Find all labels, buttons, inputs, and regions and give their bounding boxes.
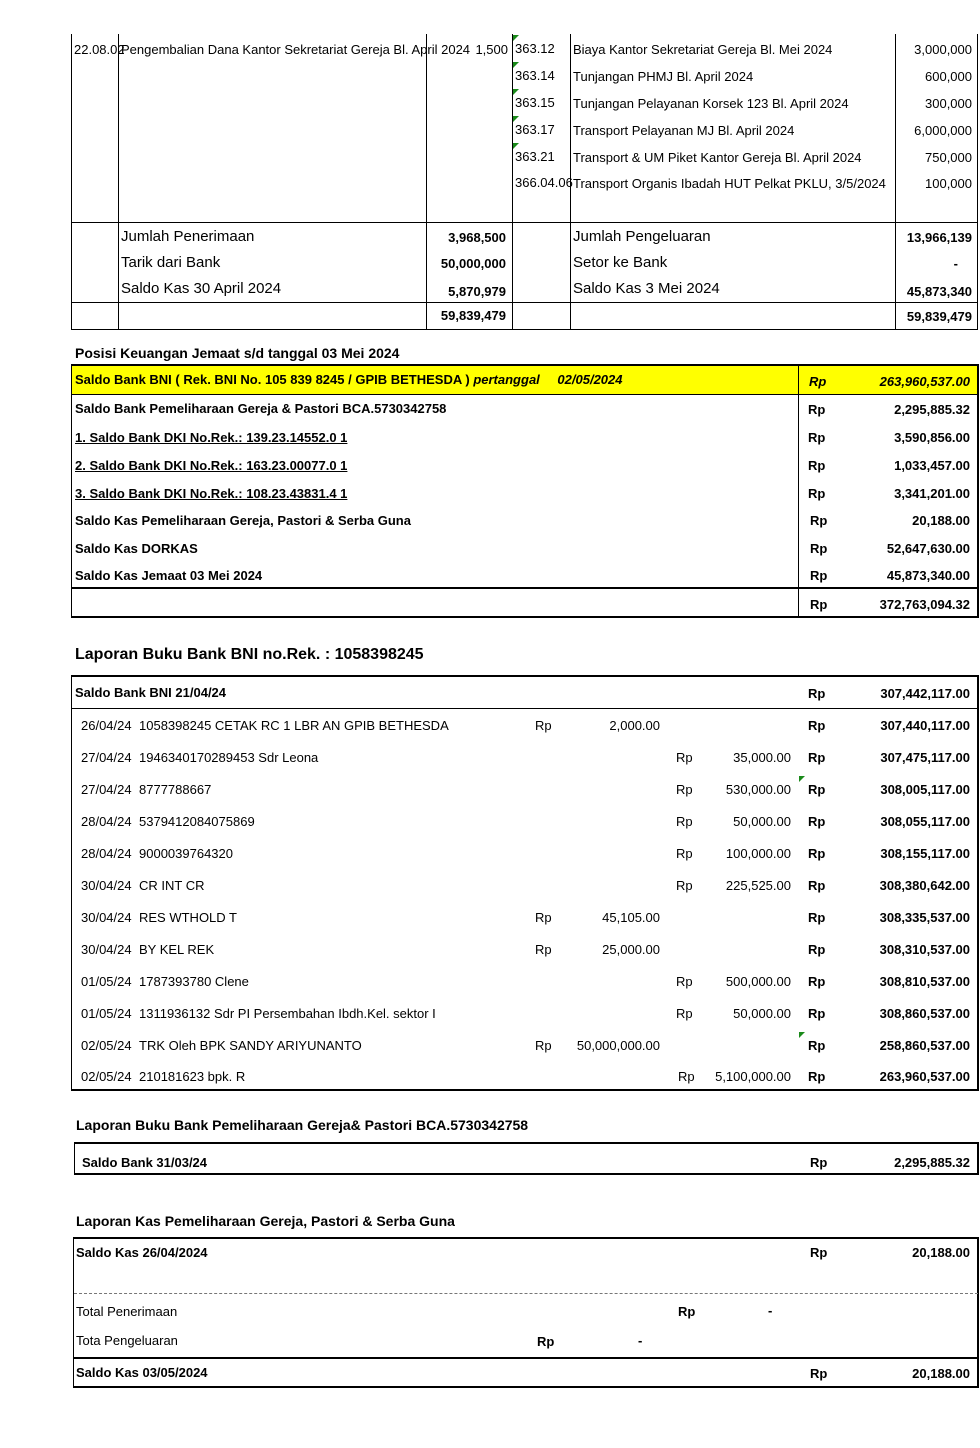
ledger-date: 30/04/24 (81, 942, 132, 957)
posisi-item-amount: 45,873,340.00 (886, 568, 970, 583)
expense-code: 363.12 (515, 41, 555, 56)
currency-label: Rp (808, 782, 826, 797)
expense-code: 363.21 (515, 149, 555, 164)
ledger-date: 26/04/24 (81, 718, 132, 733)
ledger-balance: 308,860,537.00 (879, 1006, 970, 1021)
total-in-value: 59,839,479 (440, 308, 506, 323)
currency-label: Rp (808, 1006, 826, 1021)
cell-comment-marker (799, 776, 805, 782)
posisi-item-label: 3. Saldo Bank DKI No.Rek.: 108.23.43831.4 1 (75, 486, 348, 501)
ledger-balance: 308,310,537.00 (879, 942, 970, 957)
kas-closing-label: Saldo Kas 03/05/2024 (76, 1365, 208, 1380)
posisi-item-label: Saldo Kas Jemaat 03 Mei 2024 (75, 568, 263, 583)
tarik-bank-value: 50,000,000 (440, 256, 506, 271)
currency-label: Rp (808, 910, 826, 925)
kas-title: Laporan Kas Pemeliharaan Gereja, Pastori & Serba Guna (76, 1213, 455, 1229)
expense-description: Tunjangan PHMJ Bl. April 2024 (573, 69, 754, 84)
currency-label: Rp (808, 1069, 826, 1084)
ledger-balance: 258,860,537.00 (879, 1038, 970, 1053)
currency-label: Rp (808, 878, 826, 893)
kas-pengeluaran-label: Tota Pengeluaran (76, 1333, 178, 1348)
expense-code: 363.17 (515, 122, 555, 137)
currency-label: Rp (808, 402, 826, 417)
kas-penerimaan-label: Total Penerimaan (76, 1304, 178, 1319)
ledger-description: 210181623 bpk. R (139, 1069, 246, 1084)
posisi-item-amount: 2,295,885.32 (894, 402, 970, 417)
currency-label: Rp (810, 597, 828, 612)
expense-description: Transport & UM Piket Kantor Gereja Bl. April 2024 (573, 150, 862, 165)
credit-currency: Rp (676, 750, 693, 765)
expense-amount: 750,000 (925, 150, 972, 165)
currency-label: Rp (808, 458, 826, 473)
currency-label: Rp (537, 1334, 555, 1349)
bca-amount: 2,295,885.32 (894, 1155, 970, 1170)
income-code: 22.08.02 (74, 42, 125, 57)
ledger-credit: 530,000.00 (725, 782, 791, 797)
ledger-balance: 308,055,117.00 (880, 814, 970, 829)
ledger-date: 28/04/24 (81, 846, 132, 861)
posisi-title: Posisi Keuangan Jemaat s/d tanggal 03 Mei 2024 (75, 345, 400, 361)
jumlah-pengeluaran-label: Jumlah Pengeluaran (573, 228, 711, 245)
credit-currency: Rp (676, 814, 693, 829)
expense-description: Biaya Kantor Sekretariat Gereja Bl. Mei 2024 (573, 42, 833, 57)
ledger-credit: 50,000.00 (733, 814, 791, 829)
bni-saldo-label: Saldo Bank BNI ( Rek. BNI No. 105 839 8245 / GPIB BETHESDA ) pertanggal 02/05/2024 (75, 372, 623, 387)
ledger-description: 9000039764320 (139, 846, 233, 861)
currency-label: Rp (809, 374, 827, 389)
credit-currency: Rp (676, 878, 693, 893)
jumlah-penerimaan-value: 3,968,500 (448, 230, 506, 245)
cell-comment-marker (799, 1032, 805, 1038)
credit-currency: Rp (676, 782, 693, 797)
posisi-item-label: Saldo Kas Pemeliharaan Gereja, Pastori & Serba Guna (75, 513, 411, 528)
posisi-item-label: Saldo Bank Pemeliharaan Gereja & Pastori BCA.5730342758 (75, 401, 447, 416)
ledger-date: 28/04/24 (81, 814, 132, 829)
expense-amount: 300,000 (925, 96, 972, 111)
debit-currency: Rp (535, 910, 552, 925)
saldo-awal-label: Saldo Kas 30 April 2024 (121, 280, 282, 297)
expense-amount: 600,000 (925, 69, 972, 84)
ledger-description: RES WTHOLD T (139, 910, 237, 925)
posisi-item-label: Saldo Kas DORKAS (75, 541, 198, 556)
ledger-debit: 2,000.00 (609, 718, 660, 733)
expense-amount: 6,000,000 (914, 123, 972, 138)
ledger-date: 01/05/24 (81, 1006, 132, 1021)
currency-label: Rp (808, 686, 826, 701)
currency-label: Rp (808, 1038, 826, 1053)
ledger-credit: 225,525.00 (725, 878, 791, 893)
debit-currency: Rp (535, 718, 552, 733)
currency-label: Rp (810, 513, 828, 528)
saldo-akhir-label: Saldo Kas 3 Mei 2024 (573, 280, 720, 297)
posisi-item-label: 2. Saldo Bank DKI No.Rek.: 163.23.00077.0 1 (75, 458, 348, 473)
ledger-date: 27/04/24 (81, 782, 132, 797)
income-amount: 1,500 (475, 42, 508, 57)
currency-label: Rp (808, 718, 826, 733)
kas-pengeluaran-amount: - (638, 1333, 643, 1348)
bni-opening-balance: 307,442,117.00 (880, 686, 970, 701)
expense-description: Transport Organis Ibadah HUT Pelkat PKLU, 3/5/2024 (573, 176, 886, 191)
ledger-date: 02/05/24 (81, 1069, 132, 1084)
currency-label: Rp (810, 568, 828, 583)
bni-opening-label: Saldo Bank BNI 21/04/24 (75, 685, 227, 700)
credit-currency: Rp (676, 846, 693, 861)
jumlah-penerimaan-label: Jumlah Penerimaan (121, 228, 255, 245)
ledger-description: BY KEL REK (139, 942, 215, 957)
ledger-description: CR INT CR (139, 878, 205, 893)
posisi-item-amount: 3,341,201.00 (894, 486, 970, 501)
ledger-balance: 307,440,117.00 (880, 718, 970, 733)
debit-currency: Rp (535, 1038, 552, 1053)
credit-currency: Rp (678, 1069, 695, 1084)
posisi-item-label: 1. Saldo Bank DKI No.Rek.: 139.23.14552.0 1 (75, 430, 348, 445)
posisi-item-amount: 20,188.00 (912, 513, 970, 528)
saldo-akhir-value: 45,873,340 (906, 284, 972, 299)
kas-penerimaan-amount: - (768, 1303, 773, 1318)
currency-label: Rp (808, 750, 826, 765)
posisi-item-amount: 3,590,856.00 (894, 430, 970, 445)
setor-bank-value: - (953, 256, 958, 271)
currency-label: Rp (808, 430, 826, 445)
expense-description: Transport Pelayanan MJ Bl. April 2024 (573, 123, 795, 138)
ledger-balance: 307,475,117.00 (880, 750, 970, 765)
ledger-description: 1311936132 Sdr PI Persembahan Ibdh.Kel. sektor I (139, 1006, 436, 1021)
kas-opening-amount: 20,188.00 (912, 1245, 970, 1260)
jumlah-pengeluaran-value: 13,966,139 (906, 230, 972, 245)
ledger-description: 1058398245 CETAK RC 1 LBR AN GPIB BETHESDA (139, 718, 449, 733)
bni-title: Laporan Buku Bank BNI no.Rek. : 1058398245 (75, 646, 424, 663)
currency-label: Rp (810, 1245, 828, 1260)
debit-currency: Rp (535, 942, 552, 957)
saldo-awal-value: 5,870,979 (448, 284, 506, 299)
credit-currency: Rp (676, 1006, 693, 1021)
expense-code: 363.15 (515, 95, 555, 110)
ledger-balance: 263,960,537.00 (879, 1069, 970, 1084)
currency-label: Rp (808, 974, 826, 989)
ledger-debit: 45,105.00 (602, 910, 660, 925)
ledger-description: 5379412084075869 (139, 814, 255, 829)
bca-title: Laporan Buku Bank Pemeliharaan Gereja& Pastori BCA.5730342758 (76, 1117, 529, 1133)
posisi-item-amount: 1,033,457.00 (894, 458, 970, 473)
ledger-debit: 25,000.00 (602, 942, 660, 957)
bca-label: Saldo Bank 31/03/24 (82, 1155, 208, 1170)
ledger-balance: 308,155,117.00 (880, 846, 970, 861)
ledger-description: 8777788667 (139, 782, 212, 797)
currency-label: Rp (678, 1304, 696, 1319)
income-description: Pengembalian Dana Kantor Sekretariat Gereja Bl. April 2024 (121, 42, 471, 57)
currency-label: Rp (808, 814, 826, 829)
ledger-balance: 308,335,537.00 (879, 910, 970, 925)
ledger-date: 01/05/24 (81, 974, 132, 989)
ledger-date: 30/04/24 (81, 878, 132, 893)
kas-closing-amount: 20,188.00 (912, 1366, 970, 1381)
ledger-description: TRK Oleh BPK SANDY ARIYUNANTO (139, 1038, 362, 1053)
ledger-credit: 500,000.00 (725, 974, 791, 989)
ledger-credit: 35,000.00 (733, 750, 791, 765)
ledger-date: 27/04/24 (81, 750, 132, 765)
kas-opening-label: Saldo Kas 26/04/2024 (76, 1245, 208, 1260)
credit-currency: Rp (676, 974, 693, 989)
expense-code: 363.14 (515, 68, 555, 83)
currency-label: Rp (808, 942, 826, 957)
currency-label: Rp (808, 486, 826, 501)
ledger-credit: 5,100,000.00 (715, 1069, 791, 1084)
expense-amount: 3,000,000 (914, 42, 972, 57)
expense-description: Tunjangan Pelayanan Korsek 123 Bl. April 2024 (573, 96, 849, 111)
setor-bank-label: Setor ke Bank (573, 254, 668, 271)
posisi-total-amount: 372,763,094.32 (879, 597, 970, 612)
ledger-balance: 308,005,117.00 (880, 782, 970, 797)
currency-label: Rp (810, 1155, 828, 1170)
ledger-balance: 308,380,642.00 (879, 878, 970, 893)
ledger-debit: 50,000,000.00 (576, 1038, 660, 1053)
ledger-date: 02/05/24 (81, 1038, 132, 1053)
ledger-description: 1787393780 Clene (139, 974, 249, 989)
ledger-credit: 100,000.00 (725, 846, 791, 861)
currency-label: Rp (810, 541, 828, 556)
ledger-date: 30/04/24 (81, 910, 132, 925)
expense-code: 366.04.06 (515, 175, 573, 190)
posisi-item-amount: 52,647,630.00 (886, 541, 970, 556)
ledger-credit: 50,000.00 (733, 1006, 791, 1021)
bni-saldo-amount: 263,960,537.00 (879, 374, 970, 389)
ledger-description: 1946340170289453 Sdr Leona (139, 750, 319, 765)
tarik-bank-label: Tarik dari Bank (121, 254, 221, 271)
total-out-value: 59,839,479 (906, 309, 972, 324)
expense-amount: 100,000 (925, 176, 972, 191)
currency-label: Rp (810, 1366, 828, 1381)
ledger-balance: 308,810,537.00 (879, 974, 970, 989)
currency-label: Rp (808, 846, 826, 861)
